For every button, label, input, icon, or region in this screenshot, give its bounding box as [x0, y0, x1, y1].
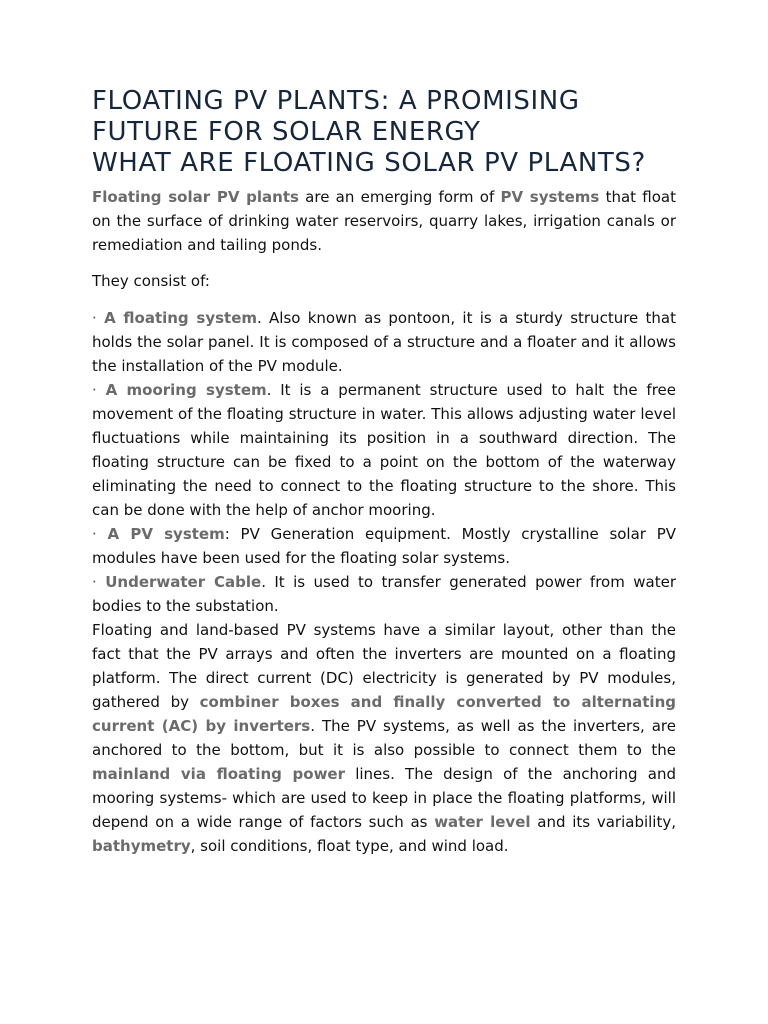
keyword-mainland-floating-power: mainland via floating power [92, 765, 345, 783]
title-line-2: WHAT ARE FLOATING SOLAR PV PLANTS? [92, 148, 646, 178]
document-title [92, 86, 676, 179]
keyword-water-level: water level [434, 813, 531, 831]
closing-paragraph [92, 618, 676, 858]
consist-paragraph: They consist of: [92, 272, 210, 290]
list-item-text: . It is used to transfer generated power from water bodies to the substation. [92, 573, 676, 615]
keyword-floating-solar-pv-plants: Floating solar PV plants [92, 188, 299, 206]
list-item [92, 522, 676, 570]
keyword-mooring-system: A mooring system [105, 381, 267, 399]
intro-paragraph [92, 185, 676, 257]
bullet: · [92, 309, 97, 327]
components-list [92, 306, 676, 618]
title-line-1: FLOATING PV PLANTS: A PROMISING FUTURE FOR SOLAR ENERGY [92, 86, 580, 147]
list-item [92, 306, 676, 378]
list-item [92, 378, 676, 522]
intro-text-2: that float on the surface of drinking water reservoirs, quarry lakes, irrigation canals or remediation and tailing ponds. [92, 188, 676, 254]
list-item-text: . Also known as pontoon, it is a sturdy structure that holds the solar panel. It is composed of a structure and a floater and it allows the installation of the PV module. [92, 309, 676, 375]
bullet: · [92, 381, 97, 399]
closing-text-1: Floating and land-based PV systems have a similar layout, other than the fact that the PV arrays and often the inverters are mounted on a floating platform. The direct current (DC) electricity is generated by PV modules, gathered by [92, 621, 676, 711]
closing-text-3: lines. The design of the anchoring and mooring systems- which are used to keep in place the floating platforms, will depend on a wide range of factors such as [92, 765, 676, 831]
keyword-pv-systems: PV systems [500, 188, 600, 206]
keyword-bathymetry: bathymetry [92, 837, 191, 855]
bullet: · [92, 573, 97, 591]
closing-text-5: , soil conditions, float type, and wind load. [190, 837, 509, 855]
intro-text-1: are an emerging form of [298, 188, 501, 206]
list-item [92, 570, 676, 618]
list-item-text: . It is a permanent structure used to halt the free movement of the floating structure in water. This allows adjusting water level fluctuations while maintaining its position in a southward direction. The floating structure can be fixed to a point on the bottom of the waterway eliminating the need to connect to the floating structure to the shore. This can be done with the help of anchor mooring. [92, 381, 676, 519]
document-page [92, 86, 676, 858]
bullet: · [92, 525, 97, 543]
keyword-combiner-boxes: combiner boxes and finally converted to alternating current (AC) by inverters [92, 693, 676, 735]
keyword-pv-system: A PV system [107, 525, 225, 543]
closing-text-2: . The PV systems, as well as the inverters, are anchored to the bottom, but it is also possible to connect them to the [92, 717, 676, 759]
keyword-floating-system: A floating system [104, 309, 257, 327]
keyword-underwater-cable: Underwater Cable [105, 573, 262, 591]
closing-text-4: and its variability, [530, 813, 676, 831]
list-item-text: : PV Generation equipment. Mostly crystalline solar PV modules have been used for the floating solar systems. [92, 525, 677, 567]
